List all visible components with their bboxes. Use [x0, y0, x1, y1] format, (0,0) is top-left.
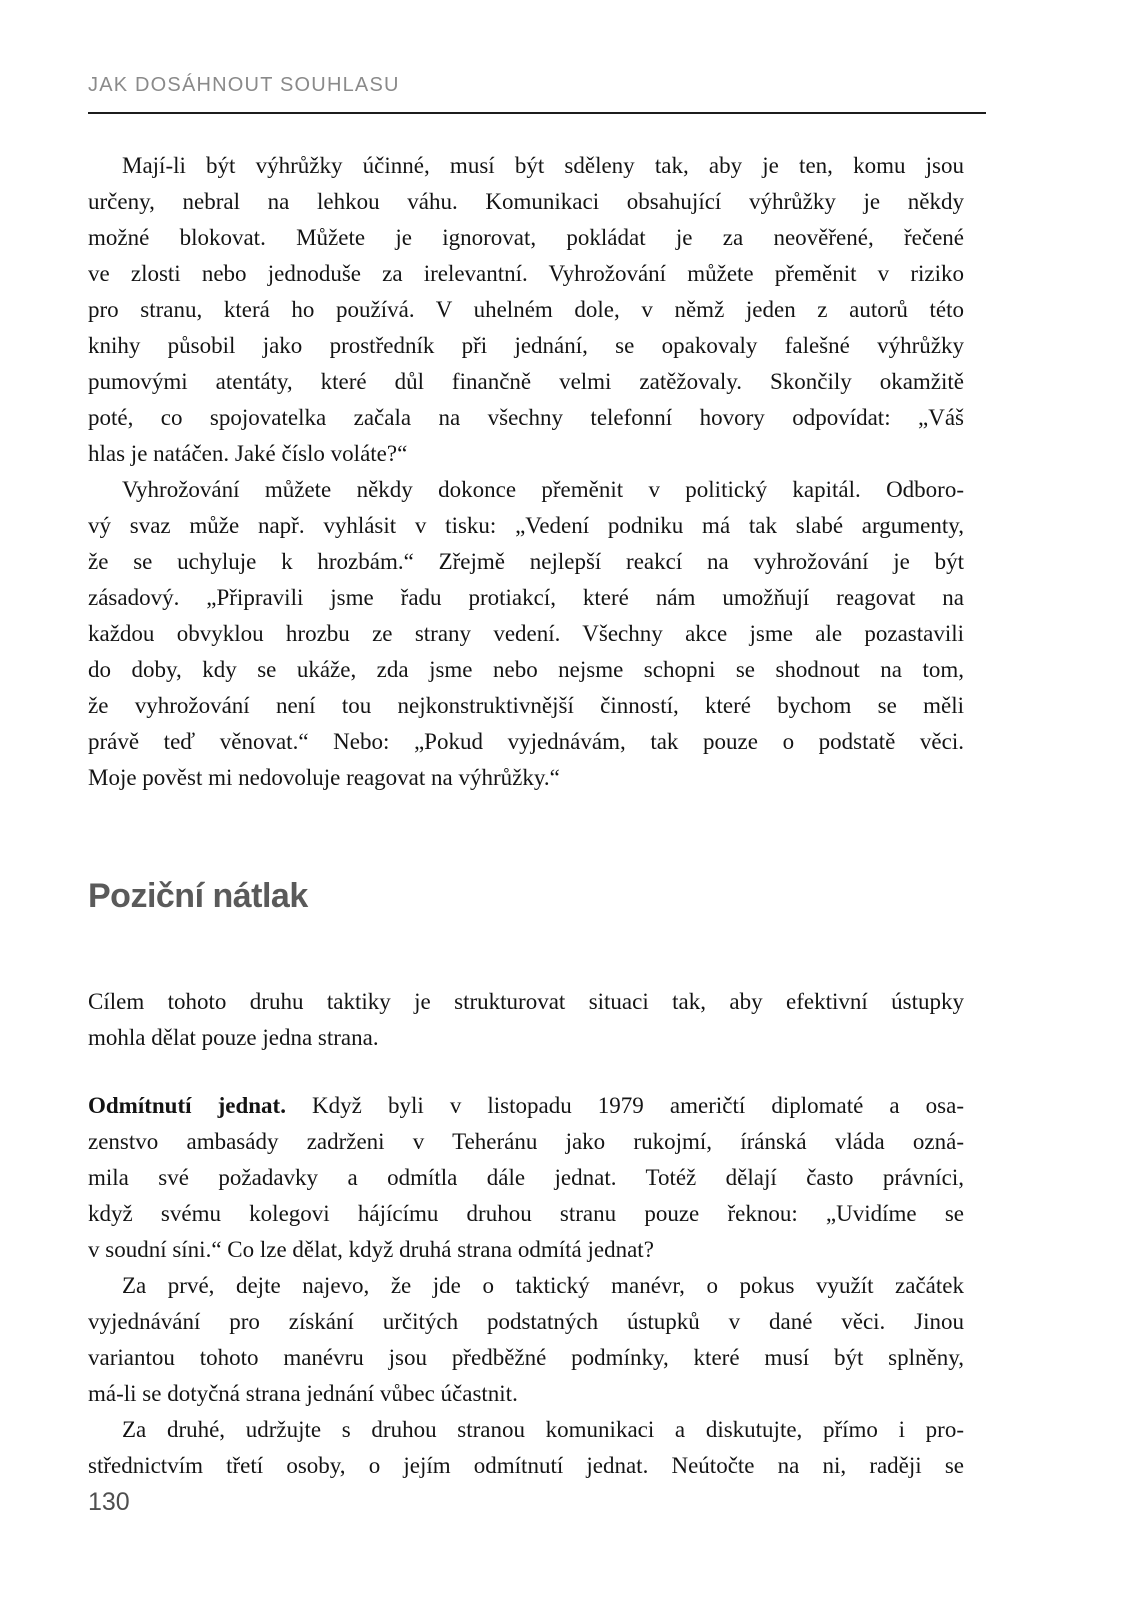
- text-line: že se uchyluje k hrozbám.“ Zřejmě nejlepší reakcí na vyhrožování je být: [88, 549, 964, 574]
- text-line: Moje pověst mi nedovoluje reagovat na výhrůžky.“: [88, 765, 560, 790]
- paragraph: [88, 1088, 964, 1268]
- text-line: střednictvím třetí osoby, o jejím odmítnutí jednat. Neútočte na ni, raději se: [88, 1453, 964, 1478]
- running-head: JAK DOSÁHNOUT SOUHLASU: [88, 74, 400, 96]
- text-line: určeny, nebral na lehkou váhu. Komunikaci obsahující výhrůžky je někdy: [88, 189, 964, 214]
- text-line: každou obvyklou hrozbu ze strany vedení. Všechny akce jsme ale pozastavili: [88, 621, 964, 646]
- text-line: když svému kolegovi hájícímu druhou stranu pouze řeknou: „Uvidíme se: [88, 1201, 964, 1226]
- intro-paragraphs: [88, 148, 964, 796]
- text-line: možné blokovat. Můžete je ignorovat, pokládat je za neověřené, řečené: [88, 225, 964, 250]
- text-line: Odmítnutí jednat. Když byli v listopadu 1979 američtí diplomaté a osa-: [88, 1093, 964, 1118]
- text-line: zenstvo ambasády zadrženi v Teheránu jako rukojmí, íránská vláda ozná-: [88, 1129, 964, 1154]
- text-line: právě teď věnovat.“ Nebo: „Pokud vyjednávám, tak pouze o podstatě věci.: [88, 729, 964, 754]
- text-line: Mají-li být výhrůžky účinné, musí být sděleny tak, aby je ten, komu jsou: [122, 153, 964, 178]
- text-column: [88, 148, 964, 1484]
- text-line: pro stranu, která ho používá. V uhelném dole, v němž jeden z autorů této: [88, 297, 964, 322]
- text-line: Za prvé, dejte najevo, že jde o taktický manévr, o pokus využít začátek: [122, 1273, 964, 1298]
- text-line: že vyhrožování není tou nejkonstruktivnější činností, které bychom se měli: [88, 693, 964, 718]
- paragraph: [88, 984, 964, 1056]
- text-line: mohla dělat pouze jedna strana.: [88, 1025, 379, 1050]
- text-line: v soudní síni.“ Co lze dělat, když druhá strana odmítá jednat?: [88, 1237, 654, 1262]
- section-lead-paragraphs: [88, 984, 964, 1056]
- section-heading: Poziční nátlak: [88, 877, 308, 915]
- paragraph-lead: Odmítnutí jednat.: [88, 1093, 286, 1118]
- text-line: Za druhé, udržujte s druhou stranou komunikaci a diskutujte, přímo i pro-: [122, 1417, 964, 1442]
- text-line: zásadový. „Připravili jsme řadu protiakcí, které nám umožňují reagovat na: [88, 585, 964, 610]
- paragraph: [88, 148, 964, 472]
- text-line: mila své požadavky a odmítla dále jednat. Totéž dělají často právníci,: [88, 1165, 964, 1190]
- text-line: má-li se dotyčná strana jednání vůbec účastnit.: [88, 1381, 518, 1406]
- text-line: variantou tohoto manévru jsou předběžné podmínky, které musí být splněny,: [88, 1345, 964, 1370]
- paragraph: [88, 1268, 964, 1412]
- text-line: Vyhrožování můžete někdy dokonce přeměnit v politický kapitál. Odboro-: [122, 477, 964, 502]
- section-body-paragraphs: [88, 1088, 964, 1484]
- text-line: pumovými atentáty, které důl finančně velmi zatěžovaly. Skončily okamžitě: [88, 369, 964, 394]
- text-line: hlas je natáčen. Jaké číslo voláte?“: [88, 441, 408, 466]
- text-line: knihy působil jako prostředník při jednání, se opakovaly falešné výhrůžky: [88, 333, 964, 358]
- text-line: Cílem tohoto druhu taktiky je strukturovat situaci tak, aby efektivní ústupky: [88, 989, 964, 1014]
- header-rule: [88, 112, 986, 114]
- text-line: poté, co spojovatelka začala na všechny telefonní hovory odpovídat: „Váš: [88, 405, 964, 430]
- paragraph: [88, 472, 964, 796]
- text-line: vý svaz může např. vyhlásit v tisku: „Vedení podniku má tak slabé argumenty,: [88, 513, 964, 538]
- page-number: 130: [88, 1488, 130, 1516]
- text-line: vyjednávání pro získání určitých podstatných ústupků v dané věci. Jinou: [88, 1309, 964, 1334]
- paragraph: [88, 1412, 964, 1484]
- text-line: ve zlosti nebo jednoduše za irelevantní. Vyhrožování můžete přeměnit v riziko: [88, 261, 964, 286]
- text-line: do doby, kdy se ukáže, zda jsme nebo nejsme schopni se shodnout na tom,: [88, 657, 964, 682]
